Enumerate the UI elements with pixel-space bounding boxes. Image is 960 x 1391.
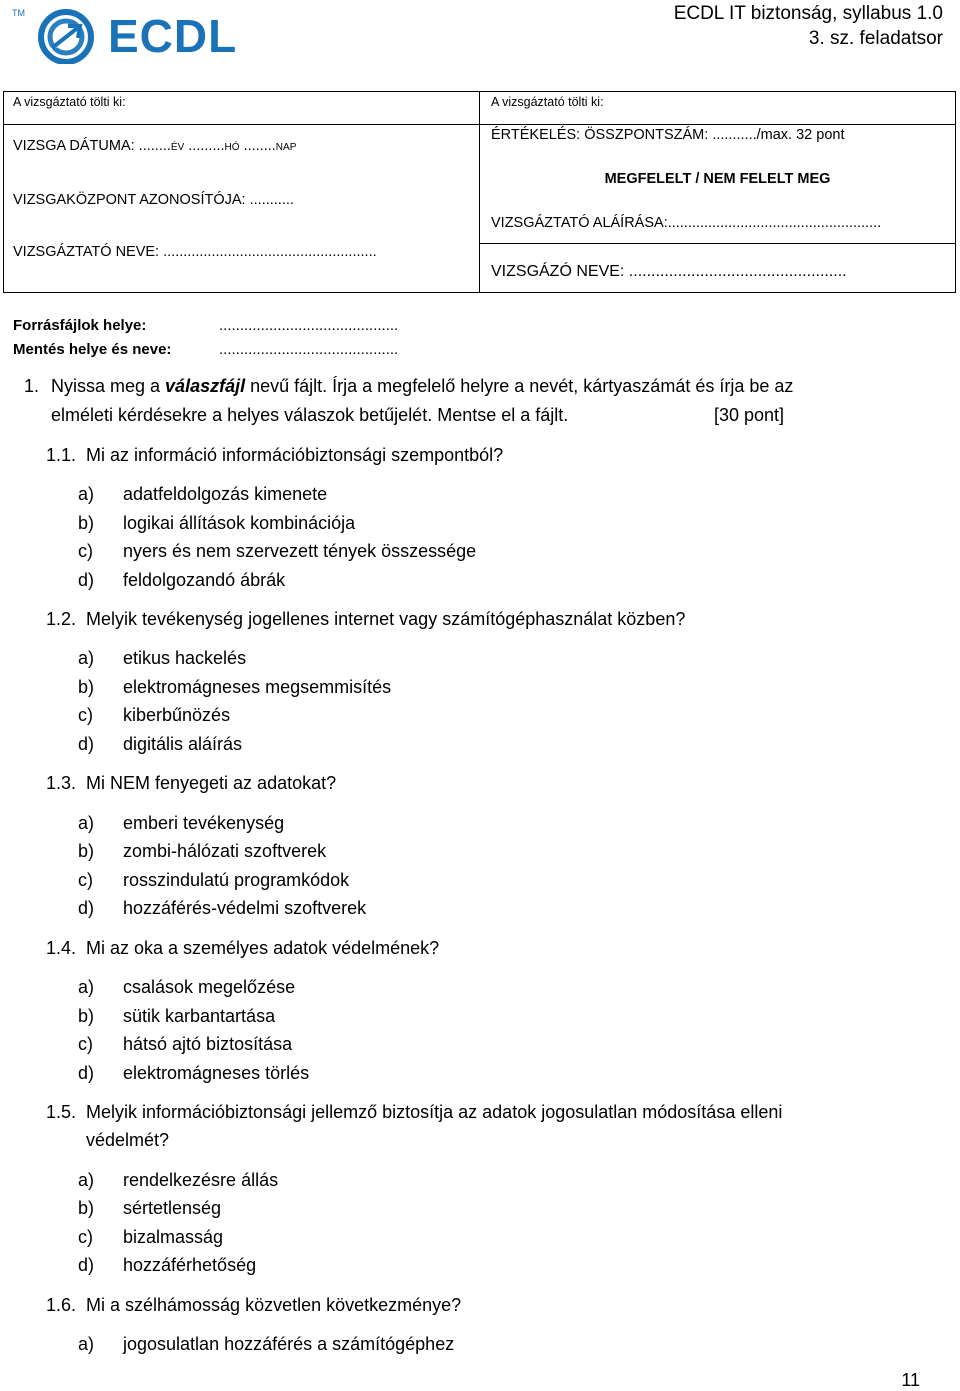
answer-option: bizalmasság	[123, 1227, 224, 1247]
task-instruction-line2: elméleti kérdésekre a helyes válaszok betűjelét. Mentse el a fájlt.	[51, 405, 569, 425]
task-instruction-line1	[51, 376, 793, 397]
question-text: Mi az információ információbiztonsági szempontból?	[86, 445, 504, 465]
option-letter: d)	[78, 898, 95, 918]
question-number: 1.4.	[46, 938, 77, 958]
save-location-value[interactable]: ...........................................	[219, 341, 399, 358]
left-header: A vizsgáztató tölti ki:	[13, 95, 126, 109]
question-number: 1.6.	[46, 1295, 77, 1315]
question-text: Melyik információbiztonsági jellemző biztosítja az adatok jogosulatlan módosítása elleni	[86, 1102, 783, 1122]
examiner-name-field[interactable]: VIZSGÁZTATÓ NEVE: .....................................................	[13, 244, 377, 260]
option-letter: a)	[78, 977, 95, 997]
right-header: A vizsgáztató tölti ki:	[491, 95, 604, 109]
question-number: 1.5.	[46, 1102, 77, 1122]
question-text: Melyik tevékenység jogellenes internet vagy számítógéphasználat közben?	[86, 609, 686, 629]
task-number: 1.	[24, 376, 40, 396]
option-letter: b)	[78, 677, 95, 697]
trademark-mark: TM	[12, 8, 25, 18]
question-number: 1.3.	[46, 773, 77, 793]
task-line1-post: nevű fájlt. Írja a megfelelő helyre a nevét, kártyaszámát és írja be az	[245, 376, 794, 396]
question-number: 1.1.	[46, 445, 77, 465]
option-letter: c)	[78, 541, 93, 561]
answer-option: rendelkezésre állás	[123, 1170, 279, 1190]
question-text: Mi az oka a személyes adatok védelmének?	[86, 938, 440, 958]
source-files-value[interactable]: ...........................................	[219, 317, 399, 334]
task-line1-pre: Nyissa meg a	[51, 376, 166, 396]
option-letter: d)	[78, 570, 95, 590]
examiner-fill-right	[480, 92, 955, 292]
question-number: 1.2.	[46, 609, 77, 629]
answer-option: sütik karbantartása	[123, 1006, 276, 1026]
answer-option: emberi tevékenység	[123, 813, 285, 833]
score-row[interactable]	[491, 127, 844, 143]
answer-option: digitális aláírás	[123, 734, 243, 754]
question-text-continued: védelmét?	[86, 1130, 170, 1150]
score-value: .........../max. 32 pont	[712, 127, 845, 143]
answer-option: elektromágneses megsemmisítés	[123, 677, 392, 697]
examinee-name-field[interactable]: VIZSGÁZÓ NEVE: .................................................	[491, 263, 847, 280]
question-text: Mi NEM fenyegeti az adatokat?	[86, 773, 337, 793]
header-subtitle: 3. sz. feladatsor	[808, 28, 943, 49]
answer-option: feldolgozandó ábrák	[123, 570, 286, 590]
answer-option: adatfeldolgozás kimenete	[123, 484, 328, 504]
answer-option: hozzáférés-védelmi szoftverek	[123, 898, 367, 918]
option-letter: d)	[78, 734, 95, 754]
option-letter: a)	[78, 484, 95, 504]
answer-file-name: válaszfájl	[165, 376, 246, 396]
option-letter: d)	[78, 1063, 95, 1083]
option-letter: c)	[78, 1034, 93, 1054]
answer-option: zombi-hálózati szoftverek	[123, 841, 327, 861]
answer-option: etikus hackelés	[123, 648, 247, 668]
exam-date-field[interactable]: VIZSGA DÁTUMA: ........év .........hó ........nap	[13, 138, 297, 154]
score-label: ÉRTÉKELÉS: ÖSSZPONTSZÁM:	[491, 127, 709, 143]
answer-option: kiberbűnözés	[123, 705, 231, 725]
option-letter: c)	[78, 870, 93, 890]
answer-option: hozzáférhetőség	[123, 1255, 257, 1275]
task-points: [30 pont]	[714, 405, 785, 425]
result-text: MEGFELELT / NEM FELELT MEG	[604, 171, 831, 187]
option-letter: c)	[78, 705, 93, 725]
answer-option: csalások megelőzése	[123, 977, 296, 997]
answer-option: logikai állítások kombinációja	[123, 513, 356, 533]
center-id-field[interactable]: VIZSGAKÖZPONT AZONOSÍTÓJA: ...........	[13, 192, 294, 208]
page-number: 11	[901, 1370, 920, 1390]
save-location-label: Mentés helye és neve:	[13, 341, 172, 358]
option-letter: a)	[78, 1334, 95, 1354]
question-text: Mi a szélhámosság közvetlen következménye?	[86, 1295, 462, 1315]
answer-option: elektromágneses törlés	[123, 1063, 310, 1083]
answer-option: nyers és nem szervezett tények összessége	[123, 541, 477, 561]
answer-option: hátsó ajtó biztosítása	[123, 1034, 293, 1054]
answer-option: sértetlenség	[123, 1198, 222, 1218]
option-letter: b)	[78, 1006, 95, 1026]
examiner-fill-left	[4, 92, 480, 292]
option-letter: b)	[78, 841, 95, 861]
examiner-signature-field[interactable]: VIZSGÁZTATÓ ALÁÍRÁSA:.....................................................	[491, 215, 882, 231]
answer-option: jogosulatlan hozzáférés a számítógéphez	[123, 1334, 455, 1354]
ecdl-logo	[8, 2, 238, 64]
source-files-label: Forrásfájlok helye:	[13, 317, 147, 334]
option-letter: d)	[78, 1255, 95, 1275]
option-letter: a)	[78, 1170, 95, 1190]
answer-option: rosszindulatú programkódok	[123, 870, 350, 890]
option-letter: b)	[78, 513, 95, 533]
header-title: ECDL IT biztonság, syllabus 1.0	[673, 3, 943, 24]
option-letter: b)	[78, 1198, 95, 1218]
exam-info-table	[3, 91, 956, 293]
option-letter: a)	[78, 813, 95, 833]
brand-name: ECDL	[108, 10, 238, 62]
option-letter: c)	[78, 1227, 93, 1247]
option-letter: a)	[78, 648, 95, 668]
